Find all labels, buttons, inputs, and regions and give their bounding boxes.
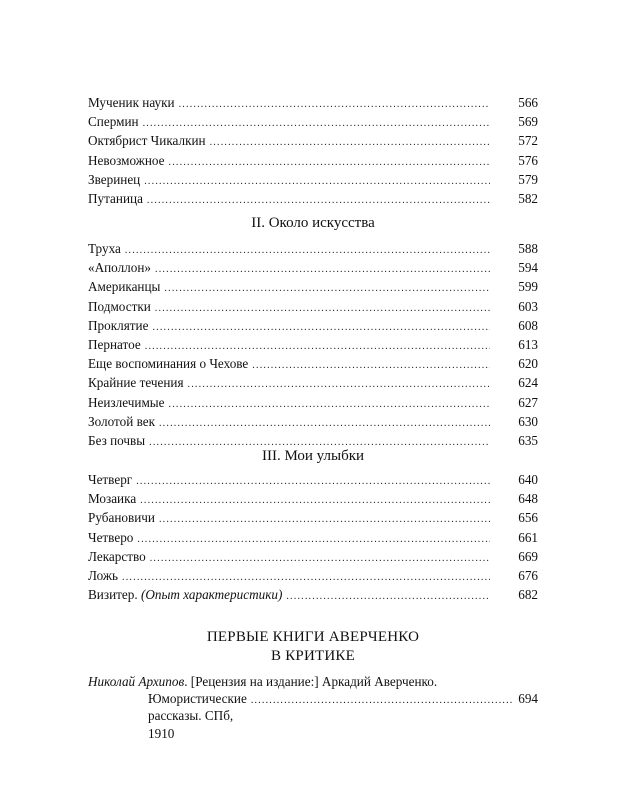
dot-leader (169, 396, 491, 413)
entry-title: Мозаика (88, 491, 137, 507)
toc-entry (88, 171, 538, 190)
entry-title: Зверинец (88, 171, 141, 187)
entry-page: 635 (518, 433, 538, 449)
dot-leader (144, 173, 490, 190)
entry-title: Проклятие (88, 317, 149, 333)
dot-leader (125, 242, 490, 259)
entry-title: Труха (88, 241, 121, 256)
toc-entry (88, 336, 538, 355)
entry-title: Четверо (88, 529, 134, 545)
entry-title: Октябрист Чикалкин (88, 133, 206, 149)
toc-entry (88, 113, 538, 132)
entry-title: Четверг (88, 472, 133, 487)
entry-page: 613 (518, 337, 538, 353)
dot-leader (155, 261, 490, 278)
toc-entry (88, 509, 538, 528)
toc-entry (88, 394, 538, 413)
entry-page: 627 (518, 394, 538, 410)
critics-heading-line1: ПЕРВЫЕ КНИГИ АВЕРЧЕНКО (206, 629, 420, 645)
entry-title: Невозможное (88, 152, 165, 168)
toc-entry (88, 355, 538, 374)
entry-page: 569 (518, 114, 538, 130)
entry-title: Путаница (88, 191, 143, 207)
entry-title: Неизлечимые (88, 394, 165, 410)
toc-section-3 (88, 471, 538, 605)
entry-page: 608 (518, 317, 538, 333)
entry-title (88, 586, 282, 603)
dot-leader (164, 280, 490, 297)
entry-title: Рубановичи (88, 510, 155, 526)
toc-entry (88, 586, 538, 605)
toc-entry (88, 490, 538, 509)
entry-page: 588 (518, 241, 538, 256)
entry-page: 579 (518, 171, 538, 187)
entry-page: 576 (518, 152, 538, 168)
toc-entry (88, 152, 538, 171)
entry-title-main: Визитер. (88, 587, 138, 603)
dot-leader (137, 531, 490, 548)
critics-heading (88, 628, 538, 666)
dot-leader (179, 96, 490, 113)
dot-leader (136, 473, 490, 490)
dot-leader (252, 357, 490, 374)
entry-page: 594 (518, 260, 538, 276)
toc-entry (88, 94, 538, 113)
toc-entry (88, 190, 538, 209)
dot-leader (150, 550, 490, 567)
section-heading-2: II. Около искусства (251, 215, 375, 231)
dot-leader (188, 376, 490, 393)
critics-heading-line2: В КРИТИКЕ (271, 648, 355, 664)
entry-page: 648 (518, 491, 538, 507)
toc-entry (88, 413, 538, 432)
dot-leader (145, 338, 490, 355)
dot-leader (152, 319, 490, 336)
dot-leader (169, 154, 490, 171)
entry-page: 640 (518, 472, 538, 487)
toc-entry (88, 259, 538, 278)
dot-leader (251, 692, 512, 709)
entry-page: 620 (518, 356, 538, 372)
toc-entry (88, 317, 538, 336)
critics-entry (88, 673, 538, 742)
toc-section-2 (88, 240, 538, 451)
critic-review-text: . [Рецензия на издание:] Аркадий Аверченко. (184, 674, 438, 689)
toc-entry (88, 529, 538, 548)
section-heading-3: III. Мои улыбки (261, 448, 365, 464)
entry-title: Подмостки (88, 298, 151, 314)
toc-entry (88, 298, 538, 317)
entry-page: 661 (518, 529, 538, 545)
dot-leader (140, 492, 490, 509)
critic-author: Николай Архипов (88, 674, 185, 689)
dot-leader (286, 588, 490, 605)
entry-page: 603 (518, 298, 538, 314)
entry-page: 669 (518, 548, 538, 564)
entry-title: Ложь (88, 568, 119, 584)
entry-page: 694 (518, 691, 538, 707)
critic-review-source: Юмористические рассказы. СПб, 1910 (148, 691, 247, 741)
entry-title: Крайние течения (88, 375, 184, 391)
entry-title: Без почвы (88, 433, 146, 449)
toc-entry (88, 374, 538, 393)
toc-entry (88, 278, 538, 297)
dot-leader (147, 192, 490, 209)
dot-leader (143, 115, 490, 132)
toc-entry (88, 548, 538, 567)
dot-leader (122, 569, 490, 586)
dot-leader (159, 511, 490, 528)
entry-page: 630 (518, 413, 538, 429)
entry-title: Мученик науки (88, 95, 175, 110)
entry-title: Лекарство (88, 548, 146, 564)
entry-title: Золотой век (88, 413, 155, 429)
dot-leader (210, 134, 490, 151)
toc-entry (88, 471, 538, 490)
entry-page: 599 (518, 279, 538, 295)
toc-entry (88, 240, 538, 259)
critics-entry-line2 (88, 690, 538, 742)
entry-subtitle: (Опыт характеристики) (140, 587, 283, 603)
entry-page: 566 (518, 95, 538, 110)
entry-title: Американцы (88, 279, 161, 295)
entry-page: 624 (518, 375, 538, 391)
entry-title: Спермин (88, 114, 139, 130)
toc-entry (88, 132, 538, 151)
entry-page: 572 (518, 133, 538, 149)
dot-leader (159, 415, 490, 432)
toc-entry (88, 567, 538, 586)
entry-page: 582 (518, 191, 538, 207)
entry-page: 656 (518, 510, 538, 526)
critics-entry-line1 (88, 673, 538, 690)
dot-leader (155, 300, 490, 317)
entry-page: 676 (518, 568, 538, 584)
entry-title: Еще воспоминания о Чехове (88, 356, 249, 372)
toc-section-1 (88, 94, 538, 209)
entry-title: «Аполлон» (88, 260, 152, 276)
entry-title: Пернатое (88, 337, 141, 353)
entry-page: 682 (518, 587, 538, 603)
